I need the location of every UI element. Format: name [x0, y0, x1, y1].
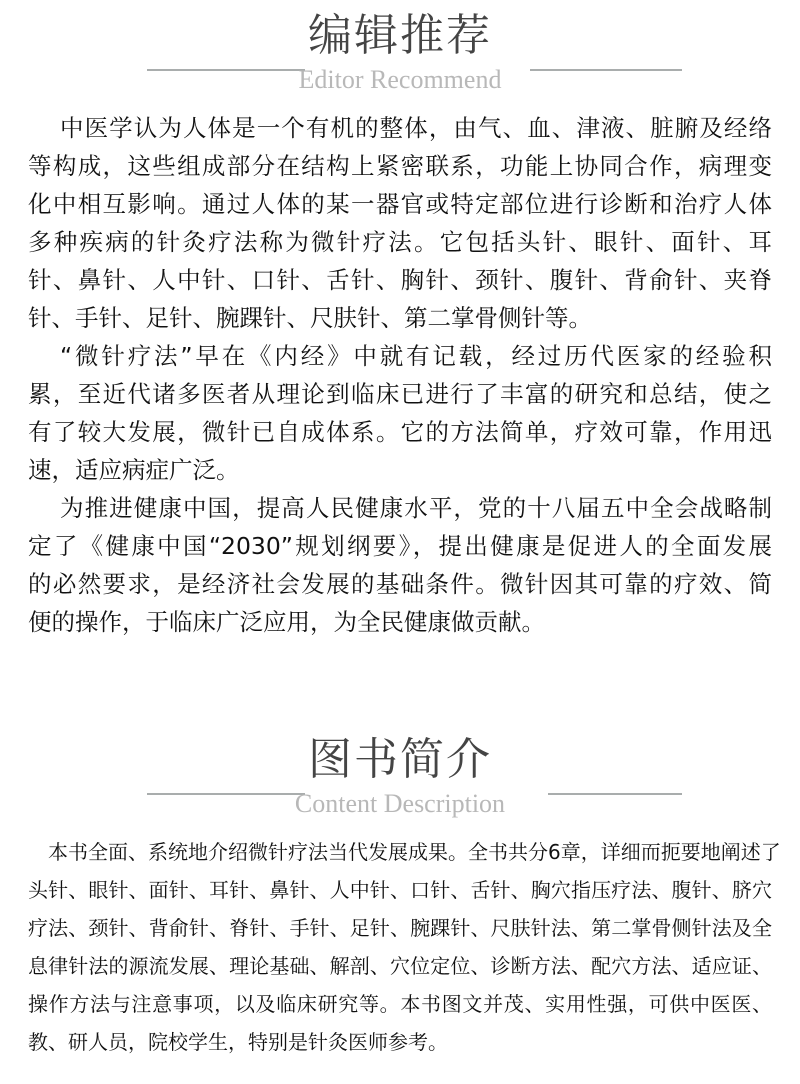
section-subtitle: Editor Recommend	[298, 65, 502, 94]
section-title: 编辑推荐	[308, 10, 492, 61]
content-text	[28, 833, 781, 1061]
paragraph-line: “微针疗法”早在《内经》中就有记载，经过历代医家的经验积	[60, 342, 772, 370]
paragraph-line: 本书全面、系统地介绍微针疗法当代发展成果。全书共分6章，详细而扼要地阐述了	[48, 840, 781, 864]
paragraph-line: 操作方法与注意事项，以及临床研究等。本书图文并茂、实用性强，可供中医医、	[28, 992, 772, 1016]
paragraph-line: 多种疾病的针灸疗法称为微针疗法。它包括头针、眼针、面针、耳	[28, 228, 772, 256]
paragraph-line: 的必然要求，是经济社会发展的基础条件。微针因其可靠的疗效、简	[28, 570, 772, 598]
paragraph-line: 中医学认为人体是一个有机的整体，由气、血、津液、脏腑及经络	[60, 114, 772, 142]
paragraph-line: 累，至近代诸多医者从理论到临床已进行了丰富的研究和总结，使之	[28, 380, 772, 408]
paragraph-line: 等构成，这些组成部分在结构上紧密联系，功能上协同合作，病理变	[28, 152, 772, 180]
section-title: 图书简介	[308, 734, 492, 785]
paragraph-line: 头针、眼针、面针、耳针、鼻针、人中针、口针、舌针、胸穴指压疗法、腹针、脐穴	[28, 878, 772, 902]
paragraph-line: 便的操作，于临床广泛应用，为全民健康做贡献。	[28, 608, 545, 636]
paragraph-line: 有了较大发展，微针已自成体系。它的方法简单，疗效可靠，作用迅	[28, 418, 772, 446]
editor-text	[28, 109, 772, 641]
paragraph-line: 速，适应病症广泛。	[28, 456, 240, 484]
paragraph-line: 化中相互影响。通过人体的某一器官或特定部位进行诊断和治疗人体	[28, 190, 772, 218]
paragraph-line: 为推进健康中国，提高人民健康水平，党的十八届五中全会战略制	[60, 494, 772, 522]
paragraph-line: 针、鼻针、人中针、口针、舌针、胸针、颈针、腹针、背俞针、夹脊	[28, 266, 772, 294]
paragraph-line: 息律针法的源流发展、理论基础、解剖、穴位定位、诊断方法、配穴方法、适应证、	[28, 954, 772, 978]
paragraph-line: 教、研人员，院校学生，特别是针灸医师参考。	[28, 1030, 448, 1054]
paragraph-line: 针、手针、足针、腕踝针、尺肤针、第二掌骨侧针等。	[28, 304, 592, 332]
paragraph-line: 疗法、颈针、背俞针、脊针、手针、足针、腕踝针、尺肤针法、第二掌骨侧针法及全	[28, 916, 772, 940]
paragraph-line: 定了《健康中国“2030”规划纲要》，提出健康是促进人的全面发展	[28, 532, 772, 560]
section-subtitle: Content Description	[294, 789, 506, 818]
